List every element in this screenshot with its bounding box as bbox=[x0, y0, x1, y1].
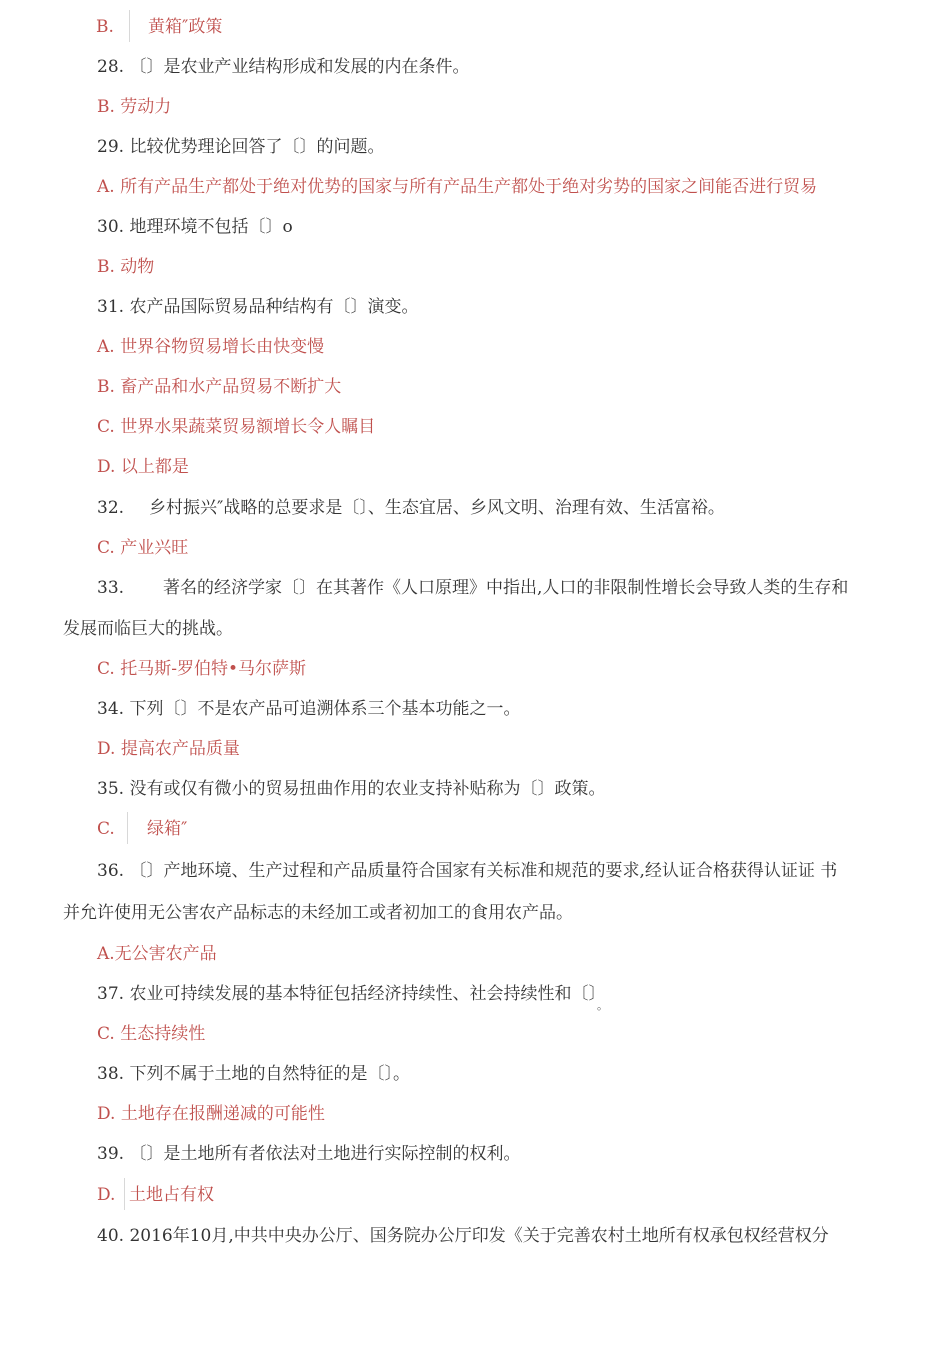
answer-text: 黄箱″政策 bbox=[148, 17, 223, 37]
question-continuation: 发展而临巨大的挑战。 bbox=[63, 619, 233, 639]
question-line bbox=[97, 983, 608, 1012]
question-line: 28. 〔〕是农业产业结构形成和发展的内在条件。 bbox=[97, 57, 470, 77]
answer-line: C. 托马斯-罗伯特•马尔萨斯 bbox=[97, 659, 306, 679]
question-line: 35. 没有或仅有微小的贸易扭曲作用的农业支持补贴称为〔〕政策。 bbox=[97, 779, 606, 799]
answer-line: B. 畜产品和水产品贸易不断扩大 bbox=[97, 377, 342, 397]
divider bbox=[124, 1178, 125, 1210]
question-line: 31. 农产品国际贸易品种结构有〔〕演变。 bbox=[97, 297, 419, 317]
answer-line: C. 生态持续性 bbox=[97, 1024, 206, 1044]
answer-line: B. 动物 bbox=[97, 257, 155, 277]
answer-text: 土地占有权 bbox=[129, 1185, 214, 1205]
answer-line: D. 土地存在报酬递减的可能性 bbox=[97, 1104, 325, 1124]
question-line: 34. 下列〔〕不是农产品可追溯体系三个基本功能之一。 bbox=[97, 699, 521, 719]
question-number: 33. bbox=[97, 578, 125, 598]
question-line: 40. 2016年10月,中共中央办公厅、国务院办公厅印发《关于完善农村土地所有权承包权经营权分 bbox=[97, 1226, 829, 1246]
answer-line bbox=[97, 1184, 214, 1206]
answer-line: B. 劳动力 bbox=[97, 97, 172, 117]
question-continuation: 并允许使用无公害农产品标志的未经加工或者初加工的食用农产品。 bbox=[63, 903, 573, 923]
answer-letter: B. bbox=[96, 17, 114, 37]
question-text: 乡村振兴″战略的总要求是〔〕、生态宜居、乡风文明、治理有效、生活富裕。 bbox=[149, 498, 725, 518]
answer-line bbox=[97, 818, 188, 840]
answer-line: D. 提高农产品质量 bbox=[97, 739, 240, 759]
question-line: 36. 〔〕产地环境、生产过程和产品质量符合国家有关标准和规范的要求,经认证合格获得认证证 书 bbox=[97, 861, 838, 881]
answer-line: C. 世界水果蔬菜贸易额增长令人瞩目 bbox=[97, 417, 376, 437]
question-tail: 。 bbox=[596, 999, 608, 1012]
question-line: 38. 下列不属于土地的自然特征的是〔〕。 bbox=[97, 1064, 410, 1084]
question-line: 29. 比较优势理论回答了〔〕的问题。 bbox=[97, 137, 385, 157]
answer-line: A. 所有产品生产都处于绝对优势的国家与所有产品生产都处于绝对劣势的国家之间能否进行贸易 bbox=[97, 177, 818, 197]
answer-text: 绿箱″ bbox=[147, 819, 188, 839]
answer-line bbox=[96, 16, 223, 38]
answer-line: A.无公害农产品 bbox=[97, 944, 217, 964]
answer-letter: C. bbox=[97, 819, 115, 839]
question-line bbox=[97, 577, 849, 599]
question-line: 30. 地理环境不包括〔〕o bbox=[97, 217, 293, 237]
question-text: 著名的经济学家〔〕在其著作《人口原理》中指出,人口的非限制性增长会导致人类的生存和 bbox=[163, 578, 849, 598]
question-number: 32. bbox=[97, 498, 125, 518]
question-line: 39. 〔〕是土地所有者依法对土地进行实际控制的权利。 bbox=[97, 1144, 521, 1164]
divider bbox=[127, 812, 128, 844]
divider bbox=[129, 10, 130, 42]
question-line bbox=[97, 497, 725, 519]
answer-line: C. 产业兴旺 bbox=[97, 538, 189, 558]
answer-letter: D. bbox=[97, 1185, 116, 1205]
answer-line: A. 世界谷物贸易增长由快变慢 bbox=[97, 337, 325, 357]
answer-line: D. 以上都是 bbox=[97, 457, 189, 477]
question-text: 37. 农业可持续发展的基本特征包括经济持续性、社会持续性和〔〕 bbox=[97, 984, 597, 1004]
